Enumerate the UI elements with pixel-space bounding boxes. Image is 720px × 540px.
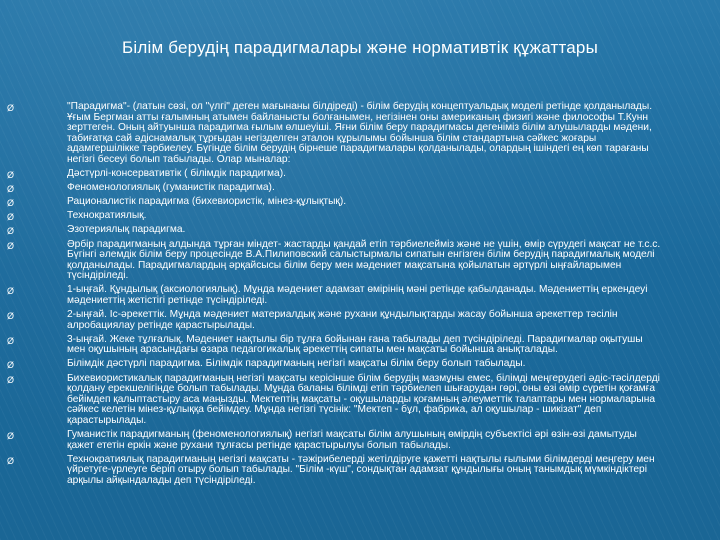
arrow-bullet-icon: Ø [7, 286, 15, 297]
list-item [7, 238, 662, 282]
list-item [7, 182, 662, 195]
slide-title: Білім берудің парадигмалары және нормативтік құжаттары [122, 38, 598, 57]
arrow-bullet-icon: Ø [7, 374, 15, 385]
list-item [7, 453, 662, 487]
list-item-text: Бихевиористикалық парадигманың негізгі мақсаты керісінше білім берудің мазмұны емес, білімді меңгерудегі әдіс-тәсілдерді қолдану ерекшелігінде болып табылады. Мұнда баланы білімді етіп тәрбиелеп шығарудан гөрі, оны өзі өмір сүретін қоғамға бейімдеп қалыптастыру аса маңызды. Мектептің мақсаты - оқушыларды қоғамның әлеуметтік талаптары мен нормаларына сәйкес келетін мінез-құлыққа бейімдеу. Мұнда негізгі түсінік: "Мектеп - бұл, фабрика, ал оқушылар - шикізат" деп қарастырылады. [67, 372, 660, 426]
arrow-bullet-icon: Ø [7, 212, 15, 223]
list-item [7, 333, 662, 356]
bullet-list [7, 101, 662, 490]
list-item-text: Әрбір парадигманың алдында тұрған міндет- жастарды қандай етіп тәрбиелейміз және не үшін, өмір сүрудегі мақсат не т.с.с. Бүгінгі әлемдік білім беру процесінде В.А.Пилиповский салыстырмалы сипатын енгізген білім берудің парадигмалық моделі қолданылады. Парадигмалардың әрқайсысы білім беру мен мәдениет мақсатына қойылатын әртүрлі ыңғайларымен түсіндіріледі. [67, 238, 661, 282]
list-item [7, 101, 662, 166]
list-item-text: Гуманистік парадигманың (феноменологиялық) негізгі мақсаты білім алушының өмірдің субъектісі әрі өзін-өзі дамытуды қажет ететін еркін және рухани тұлғасы ретінде қарастырылуы болып табылады. [67, 429, 637, 451]
arrow-bullet-icon: Ø [7, 240, 15, 251]
arrow-bullet-icon: Ø [7, 335, 15, 346]
arrow-bullet-icon: Ø [7, 226, 15, 237]
list-item-text: Технократиялық парадигманың негізгі мақсаты - тәжірибелерді жетілдіруге қажетті нақтылы ғылыми білімдерді меңгеру мен үйретуге-үрлеуге беріп отыру болып табылады. "Білім -күш", сондықтан адамзат құндылығы оның танымдық мүмкіндіктері арқылы айқындалады деп түсіндіріледі. [67, 453, 655, 486]
list-item [7, 224, 662, 237]
list-item-text: "Парадигма"- (латын сөзі, ол "үлгі" деген мағынаны білдіреді) - білім берудің концептуальдық моделі ретінде қолданылады. Ұғым Бергман атты ғалымның атымен байланысты болғанымен, негізінен оны американың физигі және философы Т.Кунн зерттеген. Оның айтуынша парадигма ғылым өлшеуіші. Яғни білім беру парадигмасы дегеніміз білім алушыларды мәдени, табиғатқа сай әдіснамалық тұрғыдан негізделген эталон құрылымы бойынша білім стандартына сәйкес жоғары адамгершілікке тәрбиелеу. Бүгінде білім берудің бірнеше парадигмалары қолданылады, олардың ішіндегі ең көп тарағаны негізгі бесеуі болып табылады. Олар мыналар: [67, 101, 653, 165]
list-item-text: Рационалистік парадигма (бихевиористік, мінез-құлықтық). [67, 196, 347, 208]
arrow-bullet-icon: Ø [7, 360, 15, 371]
list-item-text: 2-ыңғай. Іс-әрекеттік. Мұнда мәдениет материалдық және рухани құндылықтарды жасау бойынша әрекеттер тәсілін алробациялау ретінде қарастырылады. [67, 309, 618, 331]
list-item [7, 168, 662, 181]
arrow-bullet-icon: Ø [7, 103, 15, 113]
list-item [7, 284, 662, 306]
list-item-text: Феноменологиялық (гуманистік парадигма). [67, 182, 275, 194]
list-item-text: Білімдік дәстүрлі парадигма. Білімдік парадигманың негізгі мақсаты білім беру болып табылады. [67, 358, 526, 370]
list-item [7, 309, 662, 331]
list-item-text: 3-ыңғай. Жеке тұлғалық. Мәдениет нақтылы бір тұлға бойынан ғана табылады деп түсіндіріледі. Парадигмалар оқытушы мен оқушының арасындағы өзара педагогикалық әрекеттің сипаты мен мақсаты бойынша анықталады. [67, 333, 643, 356]
list-item-text: Дәстүрлі-консервативтік ( білімдік парадигма). [67, 168, 286, 180]
list-item-text: Эзотериялық парадигма. [67, 224, 186, 236]
arrow-bullet-icon: Ø [7, 431, 15, 442]
list-item [7, 429, 662, 451]
arrow-bullet-icon: Ø [7, 455, 15, 466]
arrow-bullet-icon: Ø [7, 184, 15, 195]
list-item [7, 372, 662, 427]
arrow-bullet-icon: Ø [7, 198, 15, 209]
list-item-text: Технократиялық. [67, 210, 147, 222]
arrow-bullet-icon: Ø [7, 311, 15, 322]
list-item [7, 196, 662, 209]
list-item-text: 1-ыңғай. Құндылық (аксиологиялық). Мұнда мәдениет адамзат өмірінің мәні ретінде қабылданады. Мәдениеттің еркендеуі мәдениеттің жетістігі ретінде түсіндіріледі. [67, 284, 648, 306]
list-item [7, 210, 662, 223]
list-item [7, 358, 662, 371]
arrow-bullet-icon: Ø [7, 170, 15, 181]
